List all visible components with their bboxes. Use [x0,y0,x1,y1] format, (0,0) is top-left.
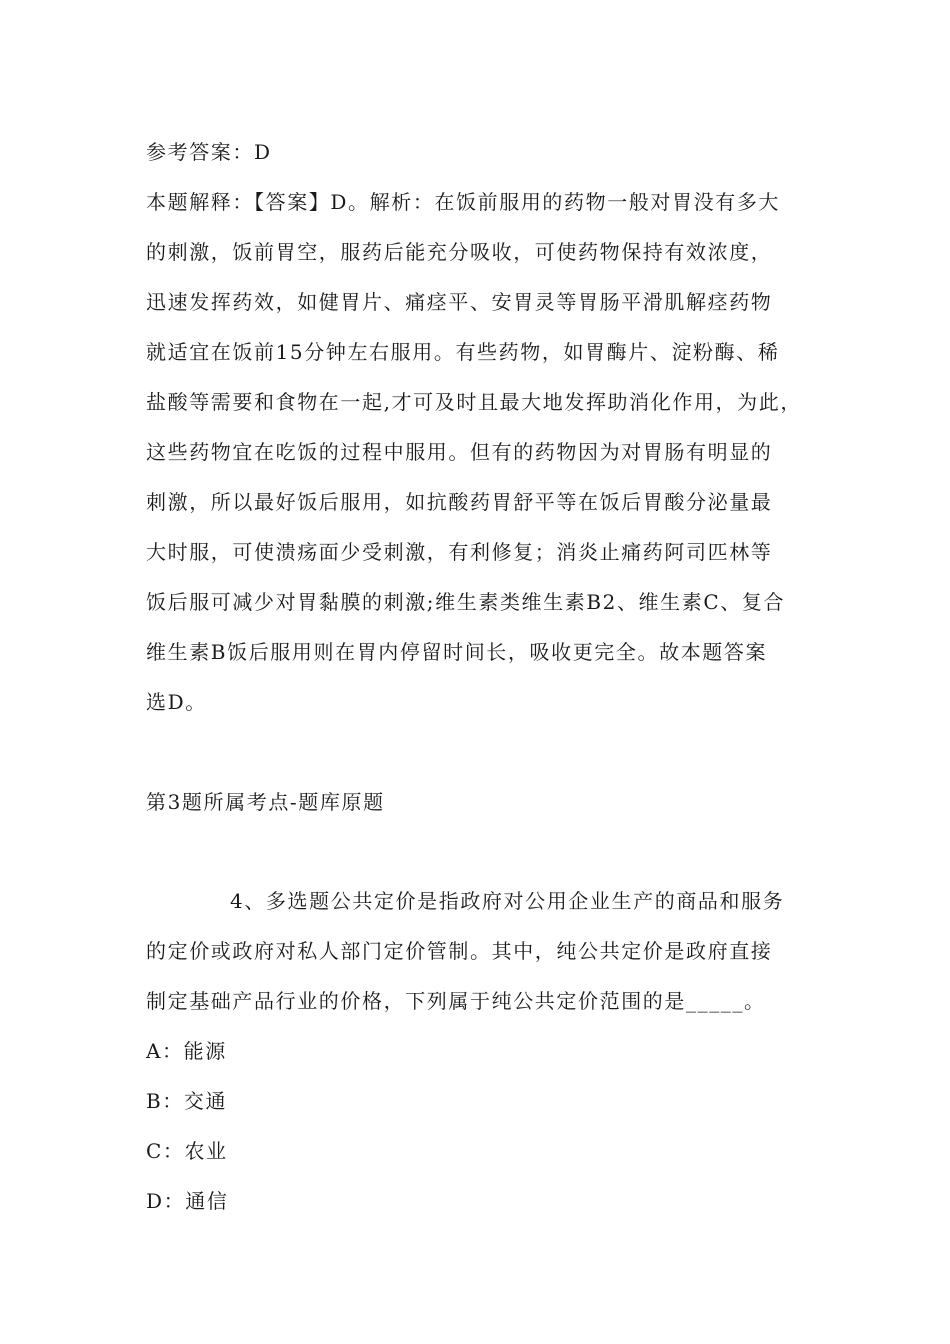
option-b: B：交通 [146,1089,228,1113]
explanation-line: 选D。 [146,690,207,714]
question-line: 制定基础产品行业的价格，下列属于纯公共定价范围的是_____。 [146,989,766,1013]
option-a: A：能源 [146,1039,227,1063]
explanation-line: 本题解释：【答案】D。解析：在饭前服用的药物一般对胃没有多大 [146,190,781,214]
explanation-line: 这些药物宜在吃饭的过程中服用。但有的药物因为对胃肠有明显的 [146,440,773,464]
explanation-line: 迅速发挥药效，如健胃片、痛痉平、安胃灵等胃肠平滑肌解痉药物 [146,290,773,314]
question-line: 4、多选题公共定价是指政府对公用企业生产的商品和服务 [230,889,785,913]
explanation-line: 大时服，可使溃疡面少受刺激，有利修复；消炎止痛药阿司匹林等 [146,540,773,564]
explanation-line: 刺激，所以最好饭后服用，如抗酸药胃舒平等在饭后胃酸分泌量最 [146,490,773,514]
question-line: 的定价或政府对私人部门定价管制。其中，纯公共定价是政府直接 [146,939,773,963]
explanation-line: 的刺激，饭前胃空，服药后能充分吸收，可使药物保持有效浓度， [146,240,773,264]
explanation-line: 盐酸等需要和食物在一起,才可及时且最大地发挥助消化作用，为此， [146,390,802,414]
option-d: D：通信 [146,1189,229,1213]
section-label: 第3题所属考点-题库原题 [146,790,385,814]
option-c: C：农业 [146,1139,228,1163]
explanation-line: 维生素B饭后服用则在胃内停留时间长，吸收更完全。故本题答案 [146,640,768,664]
explanation-line: 饭后服可减少对胃黏膜的刺激;维生素类维生素B2、维生素C、复合 [146,590,786,614]
reference-answer: 参考答案：D [146,140,272,164]
explanation-line: 就适宜在饭前15分钟左右服用。有些药物，如胃酶片、淀粉酶、稀 [146,340,780,364]
